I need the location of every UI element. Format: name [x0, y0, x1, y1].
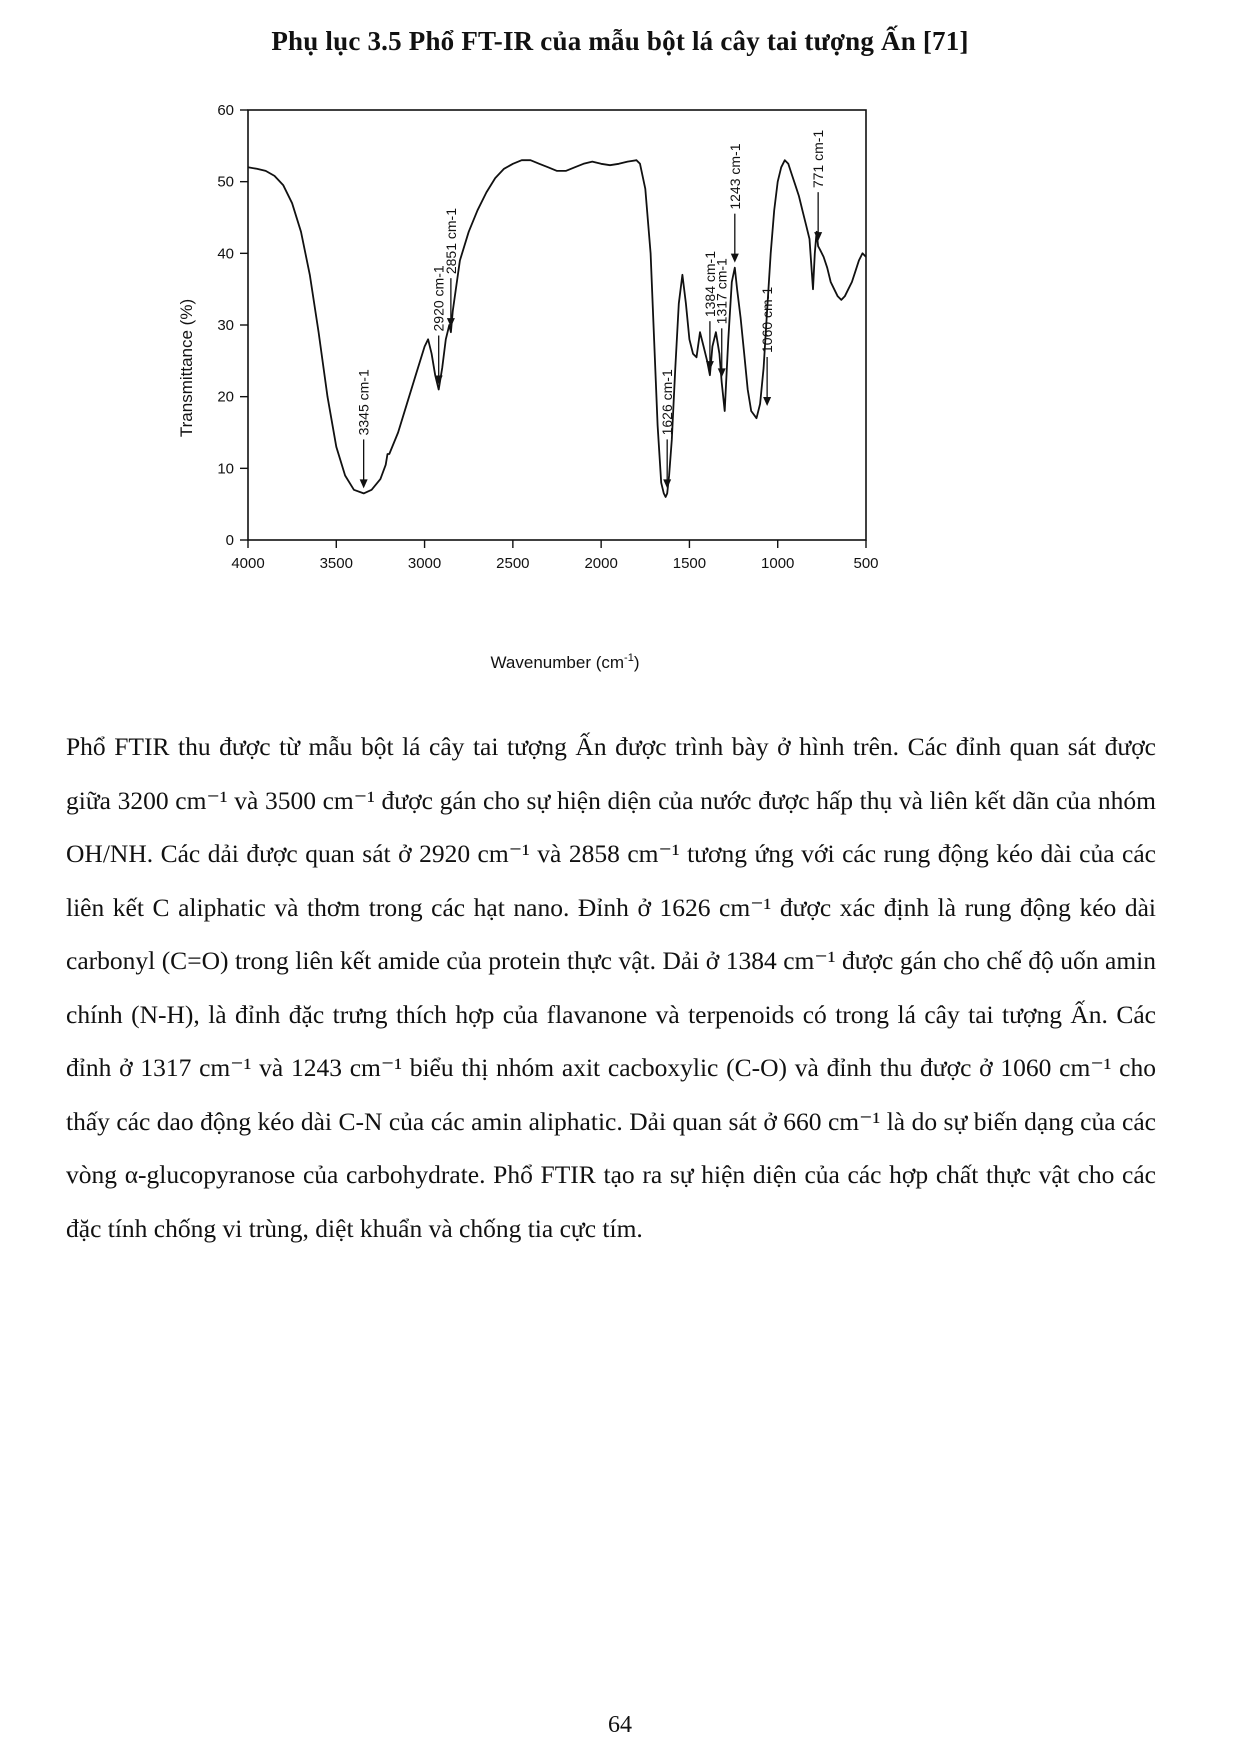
- peak-label: 1317 cm-1: [713, 258, 730, 325]
- peak-arrow-head: [763, 397, 771, 406]
- x-tick-label: 2000: [584, 555, 618, 572]
- ftir-spectrum-chart: [170, 100, 1000, 690]
- x-tick-label: 500: [853, 555, 879, 572]
- peak-label: 2920 cm-1: [430, 265, 447, 332]
- peak-arrow-head: [447, 318, 455, 327]
- peak-label: 2851 cm-1: [442, 208, 459, 275]
- y-axis-title: Transmittance (%): [177, 298, 196, 438]
- figure-caption: Phụ lục 3.5 Phổ FT-IR của mẫu bột lá cây tai tượng Ấn [71]: [271, 26, 969, 56]
- x-tick-label: 2500: [496, 555, 530, 572]
- peak-arrow-head: [731, 254, 739, 263]
- peak-label: 3345 cm-1: [355, 369, 372, 436]
- x-tick-label: 1500: [672, 555, 707, 572]
- y-tick-label: 40: [217, 245, 234, 263]
- y-tick-label: 10: [217, 460, 234, 478]
- peak-arrow-head: [718, 368, 726, 377]
- x-axis-title: Wavenumber $(cm^{-1})$: [490, 652, 640, 672]
- x-tick-label: 3500: [319, 555, 353, 572]
- body-paragraph-container: [66, 720, 1156, 1255]
- page-number: 64: [608, 1712, 632, 1738]
- body-paragraph: Phổ FTIR thu được từ mẫu bột lá cây tai tượng Ấn được trình bày ở hình trên. Các đỉnh quan sát được giữa 3200 cm⁻¹ và 3500 cm⁻¹ được gán cho sự hiện diện của nước được hấp thụ và liên kết dãn của nhóm OH/NH. Các dải được quan sát ở 2920 cm⁻¹ và 2858 cm⁻¹ tương ứng với các rung động kéo dài của các liên kết C aliphatic và thơm trong các hạt nano. Đỉnh ở 1626 cm⁻¹ được xác định là rung động kéo dài carbonyl (C=O) trong liên kết amide của protein thực vật. Dải ở 1384 cm⁻¹ được gán cho chế độ uốn amin chính (N-H), là đỉnh đặc trưng thích hợp của flavanone và terpenoids có trong lá cây tai tượng Ấn. Các đỉnh ở 1317 cm⁻¹ và 1243 cm⁻¹ biểu thị nhóm axit cacboxylic (C-O) và đỉnh thu được ở 1060 cm⁻¹ cho thấy các dao động kéo dài C-N của các amin aliphatic. Dải quan sát ở 660 cm⁻¹ là do sự biến dạng của các vòng α-glucopyranose của carbohydrate. Phổ FTIR tạo ra sự hiện diện của các hợp chất thực vật cho các đặc tính chống vi trùng, diệt khuẩn và chống tia cực tím.: [66, 732, 1156, 1243]
- peak-arrow-head: [360, 479, 368, 488]
- y-tick-label: 60: [217, 102, 234, 119]
- peak-label: 1384 cm-1: [701, 251, 718, 318]
- y-tick-label: 20: [217, 388, 234, 406]
- peak-arrow-head: [663, 479, 671, 488]
- peak-label: 1626 cm-1: [659, 369, 676, 436]
- x-tick-label: 3000: [407, 555, 442, 572]
- y-tick-label: 50: [217, 173, 234, 191]
- peak-label: 1243 cm-1: [726, 143, 743, 210]
- y-tick-label: 0: [225, 532, 234, 549]
- x-tick-label: 4000: [231, 555, 265, 572]
- peak-label: 1060 cm-1: [759, 286, 776, 353]
- peak-arrow-head: [706, 361, 714, 370]
- x-tick-label: 1000: [761, 555, 795, 572]
- peak-label: 771 cm-1: [810, 129, 827, 189]
- y-tick-label: 30: [217, 317, 234, 334]
